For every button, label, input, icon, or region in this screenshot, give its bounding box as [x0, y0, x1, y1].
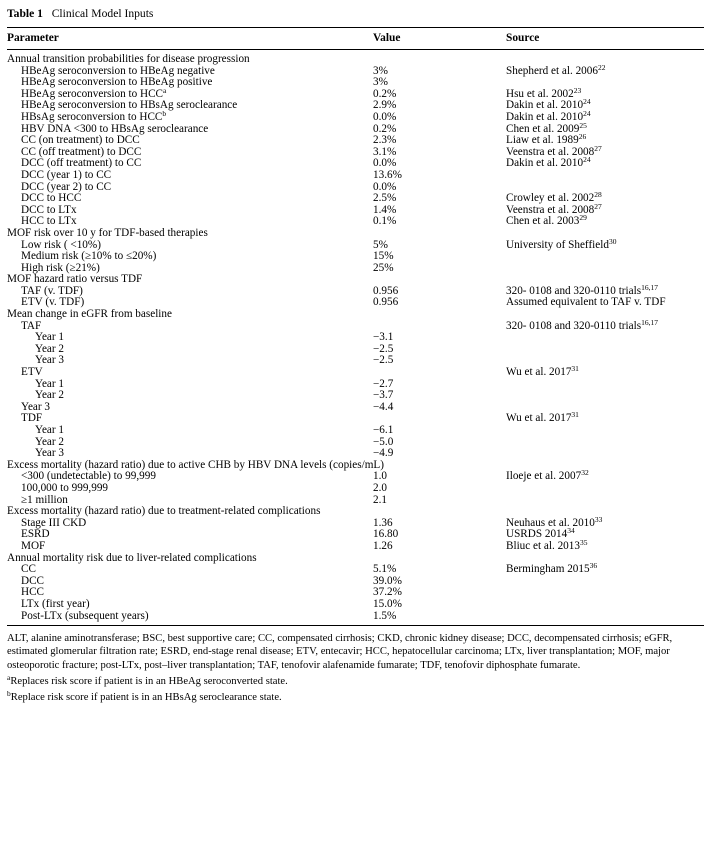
parameter-text: <300 (undetectable) to 99,999: [21, 470, 156, 483]
value-cell: 15.0%: [373, 597, 402, 610]
source-cell: [506, 587, 704, 599]
reference-superscript: 33: [594, 514, 603, 524]
table-row: [7, 437, 704, 449]
source-text: Neuhaus et al. 2010: [506, 516, 595, 529]
parameter-text: Excess mortality (hazard ratio) due to active CHB by HBV DNA levels (copies/mL): [7, 458, 384, 471]
section-row: [7, 553, 704, 565]
value-cell: 25%: [373, 261, 394, 274]
parameter-text: Stage III CKD: [21, 516, 87, 529]
table-row: [7, 576, 704, 588]
source-cell: [506, 561, 704, 576]
parameter-text: ETV: [21, 366, 43, 379]
parameter-cell: [7, 355, 373, 367]
reference-superscript: 29: [579, 213, 587, 223]
source-cell: [506, 495, 704, 507]
value-cell: −2.5: [373, 354, 394, 367]
value-cell: 2.9%: [373, 99, 397, 112]
table-row: [7, 402, 704, 414]
table-row: [7, 364, 704, 379]
source-cell: [506, 468, 704, 483]
value-cell: 37.2%: [373, 586, 402, 599]
source-cell: [506, 576, 704, 588]
table-row: [7, 611, 704, 623]
value-cell: [373, 228, 506, 240]
header-parameter: Parameter: [7, 32, 59, 44]
value-cell: 39.0%: [373, 574, 402, 587]
header-source: Source: [506, 32, 540, 44]
parameter-text: Low risk ( <10%): [21, 238, 101, 251]
source-text: Dakin et al. 2010: [506, 110, 584, 123]
source-cell: [506, 599, 704, 611]
source-cell: [506, 213, 704, 228]
value-cell: 2.5%: [373, 192, 397, 205]
parameter-text: HBeAg seroconversion to HBsAg seroclearance: [21, 99, 238, 112]
value-cell: 15%: [373, 250, 394, 263]
header-value: Value: [373, 32, 401, 44]
value-cell: [373, 309, 506, 321]
value-cell: 1.26: [373, 539, 393, 552]
reference-superscript: 31: [571, 364, 579, 374]
value-cell: [373, 506, 506, 518]
table-row: [7, 317, 704, 333]
value-cell: 16.80: [373, 528, 399, 541]
value-cell: 0.956: [373, 284, 399, 297]
source-text: Chen et al. 2003: [506, 215, 580, 228]
footnote-b-text: Replace risk score if patient is in an HBsAg seroclearance state.: [10, 691, 282, 703]
abbreviations-note: ALT, alanine aminotransferase; BSC, best supportive care; CC, compensated cirrhosis; CKD, chronic kidney disease; DCC, decompensated cirrhosis; eGFR, estimated glomerular filtration rate; ESRD, end-stage renal disease; ETV, entecavir; HCC, hepatocellular carcinoma; LTx, liver transplantation; MOF, major osteoporotic fracture; post-LTx, post–liver transplantation; TAF, tenofovir alafenamide fumarate; TDF, tenofovir diphosphate fumarate.: [7, 633, 673, 671]
source-text: Assumed equivalent to TAF v. TDF: [506, 296, 666, 309]
value-cell: 0.956: [373, 296, 399, 309]
parameter-text: ESRD: [21, 528, 50, 541]
table-row: [7, 514, 704, 530]
parameter-text: Year 1: [35, 377, 65, 390]
source-text: Wu et al. 2017: [506, 366, 572, 379]
table-row: [7, 526, 704, 541]
source-text: Liaw et al. 1989: [506, 134, 579, 147]
source-text: Crowley et al. 2002: [506, 192, 595, 205]
value-cell: 1.36: [373, 516, 393, 529]
source-text: 320- 0108 and 320-0110 trials: [506, 319, 642, 332]
source-text: Wu et al. 2017: [506, 412, 572, 425]
footnote-a-mark: a: [7, 672, 11, 682]
parameter-text: Post-LTx (subsequent years): [21, 609, 149, 622]
value-cell: 3.1%: [373, 145, 397, 158]
parameter-text: Year 2: [35, 342, 65, 355]
table-row: [7, 170, 704, 182]
source-text: Veenstra et al. 2008: [506, 145, 595, 158]
parameter-text: TDF: [21, 412, 43, 425]
source-cell: [506, 236, 704, 252]
source-cell: [506, 364, 704, 379]
source-cell: [506, 155, 704, 170]
source-cell: [506, 344, 704, 356]
reference-superscript: 25: [579, 120, 587, 130]
source-cell: [506, 332, 704, 344]
value-cell: 1.0: [373, 470, 387, 483]
value-cell: 1.5%: [373, 609, 397, 622]
table-row: [7, 587, 704, 599]
value-cell: −4.9: [373, 447, 394, 460]
parameter-text: Annual transition probabilities for disease progression: [7, 53, 250, 65]
parameter-cell: [7, 518, 373, 530]
table-body: [7, 50, 704, 625]
parameter-text: ETV (v. TDF): [21, 296, 85, 309]
reference-superscript: 28: [594, 190, 602, 200]
parameter-text: Year 3: [35, 447, 65, 460]
parameter-text: MOF risk over 10 y for TDF-based therapies: [7, 226, 208, 239]
parameter-text: TAF (v. TDF): [21, 284, 83, 297]
parameter-text: Annual mortality risk due to liver-related complications: [7, 551, 257, 564]
table-row: [7, 355, 704, 367]
parameter-text: CC (on treatment) to DCC: [21, 134, 140, 147]
source-cell: [506, 390, 704, 402]
source-text: Chen et al. 2009: [506, 122, 580, 135]
value-cell: [373, 460, 506, 472]
parameter-footnote-mark: a: [163, 85, 167, 95]
parameter-text: Excess mortality (hazard ratio) due to treatment-related complications: [7, 505, 321, 518]
reference-superscript: 24: [583, 97, 591, 107]
source-cell: [506, 425, 704, 437]
parameter-text: DCC (year 1) to CC: [21, 168, 112, 181]
value-cell: 5.1%: [373, 563, 397, 576]
value-cell: 0.1%: [373, 215, 397, 228]
parameter-text: Year 1: [35, 331, 65, 344]
value-cell: 2.3%: [373, 134, 397, 147]
reference-superscript: 31: [571, 410, 579, 420]
parameter-text: DCC (year 2) to CC: [21, 180, 112, 193]
value-cell: 1.4%: [373, 203, 397, 216]
parameter-text: TAF: [21, 319, 42, 332]
table-label: Table 1: [7, 7, 43, 20]
reference-superscript: 24: [583, 155, 591, 165]
value-cell: −4.4: [373, 400, 394, 413]
parameter-text: MOF hazard ratio versus TDF: [7, 273, 143, 286]
reference-superscript: 16,17: [641, 317, 658, 327]
parameter-text: MOF: [21, 539, 46, 552]
reference-superscript: 22: [597, 62, 606, 72]
parameter-text: HBeAg seroconversion to HBeAg positive: [21, 76, 213, 89]
parameter-cell: [7, 576, 373, 588]
table-row: [7, 201, 704, 217]
source-cell: [506, 297, 704, 309]
value-cell: 0.0%: [373, 110, 397, 123]
reference-superscript: 30: [608, 236, 617, 246]
source-cell: [506, 263, 704, 275]
reference-superscript: 24: [583, 108, 591, 118]
parameter-text: HCC: [21, 586, 45, 599]
value-cell: 0.2%: [373, 87, 397, 100]
parameter-cell: [7, 390, 373, 402]
parameter-cell: [7, 611, 373, 623]
table-title: Clinical Model Inputs: [51, 7, 154, 20]
parameter-text: HBV DNA <300 to HBsAg seroclearance: [21, 122, 209, 135]
parameter-text: Mean change in eGFR from baseline: [7, 308, 172, 321]
value-cell: 5%: [373, 238, 388, 251]
source-cell: [506, 410, 704, 425]
source-cell: [506, 483, 704, 495]
parameter-text: HBeAg seroconversion to HBeAg negative: [21, 64, 215, 77]
source-cell: [506, 537, 704, 553]
table-row: [7, 410, 704, 425]
source-cell: [506, 448, 704, 460]
reference-superscript: 27: [594, 143, 602, 153]
parameter-cell: [7, 553, 373, 565]
value-cell: 0.0%: [373, 180, 397, 193]
footnote-b: [7, 688, 704, 704]
table-row: [7, 155, 704, 170]
parameter-text: High risk (≥21%): [21, 261, 100, 274]
parameter-text: Year 2: [35, 435, 65, 448]
reference-superscript: 35: [579, 537, 588, 547]
parameter-text: Year 1: [35, 424, 65, 436]
parameter-cell: [7, 402, 373, 414]
value-cell: 3%: [373, 64, 388, 77]
value-cell: −6.1: [373, 424, 394, 436]
parameter-text: HCC to LTx: [21, 215, 77, 228]
source-cell: [506, 170, 704, 182]
parameter-text: Year 3: [35, 354, 65, 367]
parameter-text: DCC to LTx: [21, 203, 77, 216]
source-cell: [506, 379, 704, 391]
parameter-text: Year 3: [21, 400, 51, 413]
source-cell: [506, 251, 704, 263]
source-text: Dakin et al. 2010: [506, 157, 584, 170]
parameter-text: CC: [21, 563, 36, 576]
source-text: Bliuc et al. 2013: [506, 539, 580, 552]
source-cell: [506, 437, 704, 449]
source-text: Hsu et al. 2002: [506, 87, 574, 100]
source-text: Dakin et al. 2010: [506, 99, 584, 112]
value-cell: [373, 367, 506, 379]
source-text: USRDS 2014: [506, 528, 568, 541]
table-row: [7, 483, 704, 495]
table-row: [7, 251, 704, 263]
parameter-text: LTx (first year): [21, 597, 90, 610]
table-footnotes: [7, 632, 704, 704]
bottom-rule: [7, 625, 704, 626]
value-cell: −3.1: [373, 331, 394, 344]
parameter-cell: [7, 309, 373, 321]
footnote-b-mark: b: [7, 688, 11, 698]
table-row: [7, 425, 704, 437]
parameter-text: DCC to HCC: [21, 192, 82, 205]
parameter-text: HBeAg seroconversion to HCC: [21, 87, 164, 100]
value-cell: [373, 54, 506, 66]
source-text: 320- 0108 and 320-0110 trials: [506, 284, 642, 297]
parameter-text: 100,000 to 999,999: [21, 481, 109, 494]
parameter-cell: [7, 564, 373, 576]
table-row: [7, 468, 704, 483]
reference-superscript: 16,17: [641, 282, 658, 292]
reference-superscript: 27: [594, 201, 602, 211]
value-cell: 2.1: [373, 493, 387, 506]
table-row: [7, 379, 704, 391]
parameter-text: Medium risk (≥10% to ≤20%): [21, 250, 157, 263]
source-text: Bermingham 2015: [506, 563, 590, 576]
reference-superscript: 36: [589, 561, 598, 571]
parameter-text: CC (off treatment) to DCC: [21, 145, 142, 158]
parameter-text: ≥1 million: [21, 493, 68, 506]
source-text: Veenstra et al. 2008: [506, 203, 595, 216]
source-text: University of Sheffield: [506, 238, 609, 251]
source-cell: [506, 62, 704, 78]
source-cell: [506, 611, 704, 623]
table-row: [7, 561, 704, 576]
parameter-cell: [7, 529, 373, 541]
value-cell: −2.7: [373, 377, 394, 390]
reference-superscript: 23: [573, 85, 582, 95]
value-cell: −3.7: [373, 389, 394, 402]
table-row: [7, 332, 704, 344]
source-cell: [506, 317, 704, 333]
value-cell: 2.0: [373, 481, 387, 494]
source-text: Iloeje et al. 2007: [506, 470, 582, 483]
parameter-text: HBsAg seroconversion to HCC: [21, 110, 163, 123]
value-cell: 3%: [373, 76, 388, 89]
table-header: [7, 28, 704, 49]
parameter-text: Year 2: [35, 389, 65, 402]
reference-superscript: 26: [578, 132, 587, 142]
source-text: Shepherd et al. 2006: [506, 64, 598, 77]
value-cell: −2.5: [373, 342, 394, 355]
value-cell: 0.0%: [373, 157, 397, 170]
table-caption: [7, 6, 704, 22]
parameter-text: DCC: [21, 574, 45, 587]
reference-superscript: 34: [567, 526, 575, 536]
parameter-text: DCC (off treatment) to CC: [21, 157, 142, 170]
footnote-a-text: Replaces risk score if patient is in an HBeAg seroconverted state.: [10, 675, 288, 687]
table-row: [7, 390, 704, 402]
value-cell: 0.2%: [373, 122, 397, 135]
footnote-a: [7, 672, 704, 688]
parameter-footnote-mark: b: [162, 108, 167, 118]
table-document: [7, 6, 704, 707]
reference-superscript: 32: [581, 468, 589, 478]
value-cell: 13.6%: [373, 168, 402, 181]
table-row: [7, 344, 704, 356]
value-cell: −5.0: [373, 435, 394, 448]
